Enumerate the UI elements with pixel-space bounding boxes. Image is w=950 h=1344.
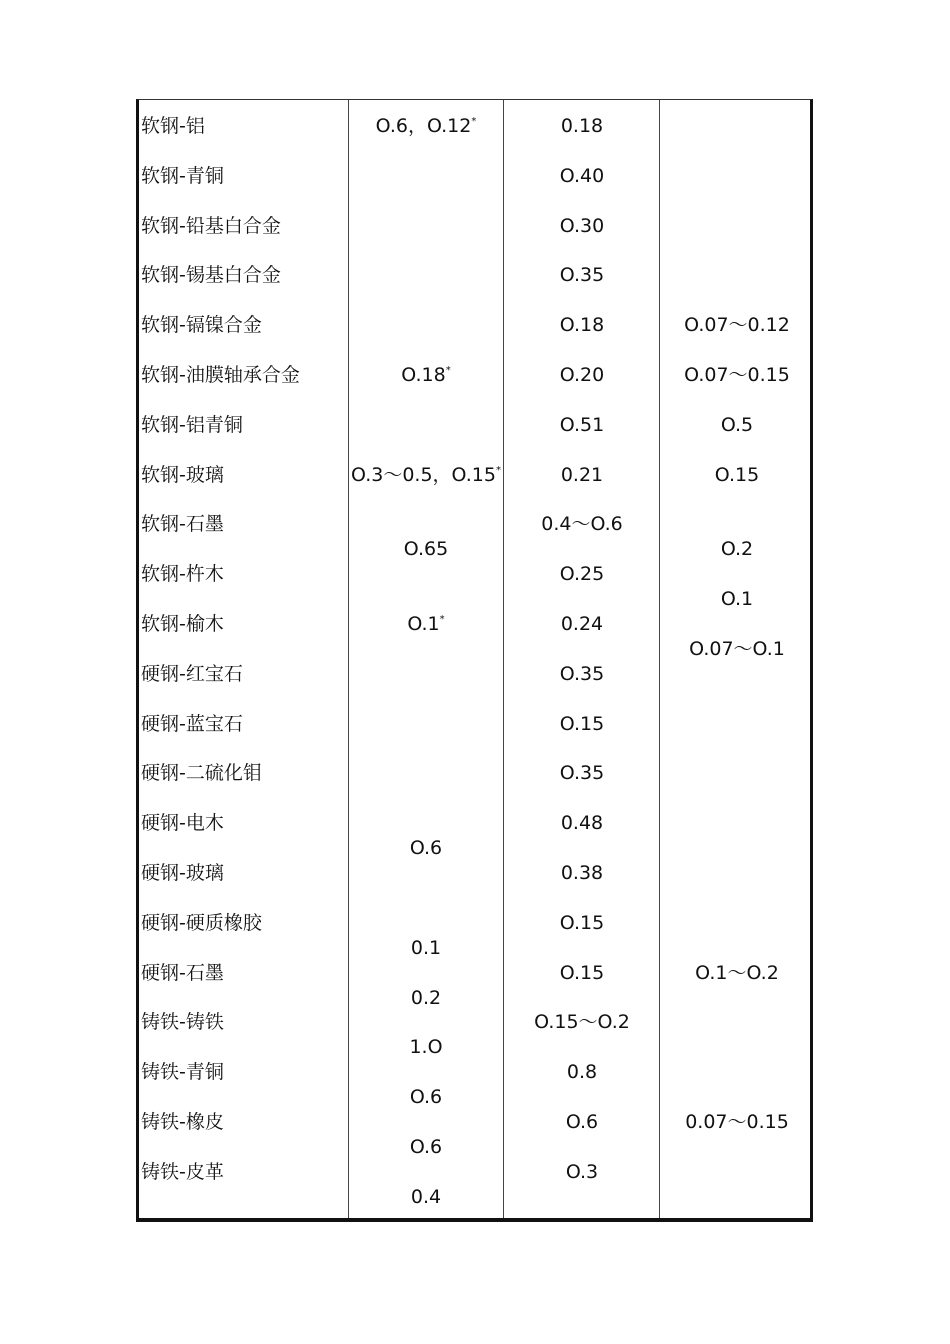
material-cell-value: 软钢-杵木: [141, 563, 224, 586]
static-coefficient-cell-value: O.6: [409, 1135, 443, 1158]
material-cell: [141, 363, 300, 387]
material-cell-value: 软钢-铅基白合金: [141, 214, 281, 237]
sliding-coefficient-cell-value: O.51: [559, 413, 605, 436]
sliding-coefficient-cell: [561, 612, 603, 636]
sliding-coefficient-cell: [560, 562, 604, 586]
sliding-coefficient-cell-value: O.20: [559, 364, 605, 386]
static-coefficient-cell-value: O.6，O.12: [375, 115, 472, 137]
material-cell: [141, 1110, 224, 1134]
sliding-coefficient-cell: [560, 164, 604, 188]
lubricated-coefficient-cell: [695, 961, 779, 985]
static-coefficient-cell-value: O.6: [409, 837, 443, 860]
material-cell: [141, 413, 243, 437]
material-cell: [141, 463, 224, 487]
material-cell: [141, 911, 262, 935]
static-coefficient-cell: [404, 537, 448, 561]
lubricated-coefficient-cell-value: O.5: [720, 413, 754, 436]
sliding-coefficient-cell: [534, 1010, 630, 1034]
lubricated-coefficient-cell: [684, 313, 790, 337]
sliding-coefficient-cell: [567, 1060, 597, 1084]
material-cell: [141, 164, 224, 188]
material-cell: [141, 313, 262, 337]
material-cell-value: 硬钢-蓝宝石: [141, 712, 243, 735]
sliding-coefficient-cell-value: 0.8: [566, 1061, 598, 1084]
sliding-coefficient-cell-value: 0.18: [560, 115, 604, 137]
sliding-coefficient-cell: [561, 861, 603, 885]
column-divider-2: [503, 100, 504, 1218]
lubricated-coefficient-cell: [721, 587, 753, 611]
sliding-coefficient-cell-value: O.35: [559, 264, 605, 287]
material-cell: [141, 562, 224, 586]
sliding-coefficient-cell: [560, 911, 604, 935]
material-cell-value: 铸铁-橡皮: [141, 1111, 224, 1133]
sliding-coefficient-cell-value: O.18: [559, 314, 605, 337]
sliding-coefficient-cell: [560, 712, 604, 736]
material-cell: [141, 612, 224, 636]
static-coefficient-cell-value: 1.O: [409, 1036, 443, 1059]
material-cell-value: 硬钢-红宝石: [141, 662, 243, 685]
sliding-coefficient-cell-value: O.25: [559, 563, 605, 586]
static-coefficient-cell-value: O.3～0.5，O.15: [351, 463, 496, 486]
lubricated-coefficient-cell-value: O.2: [720, 538, 754, 561]
static-coefficient-cell: [410, 1135, 442, 1159]
sliding-coefficient-cell-value: O.30: [559, 214, 605, 237]
sliding-coefficient-cell: [561, 811, 603, 835]
material-cell-value: 硬钢-硬质橡胶: [141, 911, 262, 934]
sliding-coefficient-cell-value: O.35: [559, 762, 605, 785]
material-cell-value: 软钢-锡基白合金: [141, 264, 281, 287]
static-coefficient-cell-value: O.18: [401, 364, 446, 386]
sliding-coefficient-cell-value: O.15～O.2: [534, 1011, 630, 1034]
material-cell-value: 软钢-镉镍合金: [141, 314, 262, 337]
static-coefficient-cell: [410, 1085, 442, 1109]
sliding-coefficient-cell: [561, 114, 603, 138]
material-cell-value: 软钢-榆木: [141, 613, 224, 635]
static-coefficient-cell: [411, 1185, 441, 1209]
static-coefficient-cell: [351, 463, 501, 487]
column-divider-1: [348, 100, 349, 1218]
sliding-coefficient-cell: [566, 1160, 598, 1184]
footnote-mark: *: [495, 464, 501, 476]
lubricated-coefficient-cell: [684, 363, 790, 387]
sliding-coefficient-cell-value: O.15: [559, 961, 605, 984]
material-cell: [141, 1060, 224, 1084]
sliding-coefficient-cell-value: 0.21: [560, 463, 604, 486]
sliding-coefficient-cell: [561, 463, 603, 487]
material-cell: [141, 1010, 224, 1034]
lubricated-coefficient-cell-value: O.07～0.15: [684, 364, 790, 386]
lubricated-coefficient-cell: [721, 413, 753, 437]
material-cell: [141, 712, 243, 736]
material-cell-value: 软钢-石墨: [141, 513, 224, 536]
sliding-coefficient-cell-value: O.40: [559, 164, 605, 187]
sliding-coefficient-cell: [560, 413, 604, 437]
material-cell-value: 硬钢-石墨: [141, 961, 224, 984]
sliding-coefficient-cell-value: O.3: [565, 1160, 599, 1183]
material-cell-value: 软钢-铝青铜: [141, 413, 243, 436]
material-cell-value: 软钢-玻璃: [141, 463, 224, 486]
static-coefficient-cell: [411, 936, 441, 960]
material-cell: [141, 512, 224, 536]
material-cell: [141, 961, 224, 985]
material-cell-value: 软钢-铝: [141, 115, 205, 137]
sliding-coefficient-cell: [560, 961, 604, 985]
sliding-coefficient-cell: [560, 263, 604, 287]
sliding-coefficient-cell-value: O.6: [565, 1111, 599, 1133]
sliding-coefficient-cell-value: 0.48: [560, 812, 604, 835]
material-cell-value: 硬钢-玻璃: [141, 862, 224, 884]
sliding-coefficient-cell: [566, 1110, 598, 1134]
material-cell: [141, 263, 281, 287]
material-cell: [141, 1160, 224, 1184]
lubricated-coefficient-cell-value: O.07～O.1: [689, 637, 785, 660]
lubricated-coefficient-cell-value: O.15: [714, 463, 760, 486]
static-coefficient-cell: [410, 836, 442, 860]
sliding-coefficient-cell-value: 0.4～O.6: [541, 513, 623, 536]
sliding-coefficient-cell: [541, 512, 623, 536]
material-cell-value: 铸铁-铸铁: [141, 1011, 224, 1034]
material-cell-value: 软钢-油膜轴承合金: [141, 364, 300, 386]
lubricated-coefficient-cell: [685, 1110, 789, 1134]
sliding-coefficient-cell-value: 0.38: [560, 862, 604, 884]
footnote-mark: *: [471, 116, 477, 127]
sliding-coefficient-cell: [560, 363, 604, 387]
static-coefficient-cell-value: O.1: [407, 613, 440, 635]
sliding-coefficient-cell-value: O.15: [559, 712, 605, 735]
static-coefficient-cell: [376, 114, 477, 138]
sliding-coefficient-cell: [560, 761, 604, 785]
material-cell-value: 铸铁-皮革: [141, 1160, 224, 1183]
sliding-coefficient-cell-value: O.15: [559, 911, 605, 934]
sliding-coefficient-cell: [560, 214, 604, 238]
material-cell: [141, 811, 224, 835]
static-coefficient-cell: [411, 986, 441, 1010]
static-coefficient-cell: [401, 363, 450, 387]
material-cell-value: 硬钢-二硫化钼: [141, 762, 262, 785]
lubricated-coefficient-cell: [721, 537, 753, 561]
lubricated-coefficient-cell-value: O.07～0.12: [684, 314, 790, 337]
column-divider-3: [659, 100, 660, 1218]
material-cell-value: 铸铁-青铜: [141, 1061, 224, 1084]
material-cell-value: 硬钢-电木: [141, 812, 224, 835]
sliding-coefficient-cell-value: O.35: [559, 662, 605, 685]
sliding-coefficient-cell: [560, 313, 604, 337]
static-coefficient-cell-value: 0.2: [410, 986, 442, 1009]
material-cell: [141, 861, 224, 885]
footnote-mark: *: [439, 614, 445, 625]
static-coefficient-cell: [409, 1035, 442, 1059]
static-coefficient-cell-value: O.6: [409, 1086, 443, 1109]
friction-coefficient-table: [136, 99, 813, 1222]
static-coefficient-cell: [407, 612, 444, 636]
static-coefficient-cell-value: O.65: [403, 538, 449, 561]
lubricated-coefficient-cell-value: O.1: [720, 588, 754, 611]
material-cell: [141, 662, 243, 686]
sliding-coefficient-cell-value: 0.24: [560, 613, 604, 635]
lubricated-coefficient-cell-value: 0.07～0.15: [685, 1111, 789, 1133]
material-cell: [141, 114, 205, 138]
material-cell: [141, 761, 262, 785]
footnote-mark: *: [445, 365, 451, 376]
static-coefficient-cell-value: 0.1: [410, 936, 442, 959]
lubricated-coefficient-cell-value: O.1～O.2: [695, 961, 779, 984]
material-cell-value: 软钢-青铜: [141, 164, 224, 187]
material-cell: [141, 214, 281, 238]
lubricated-coefficient-cell: [715, 463, 759, 487]
lubricated-coefficient-cell: [689, 637, 785, 661]
sliding-coefficient-cell: [560, 662, 604, 686]
static-coefficient-cell-value: 0.4: [410, 1185, 442, 1208]
